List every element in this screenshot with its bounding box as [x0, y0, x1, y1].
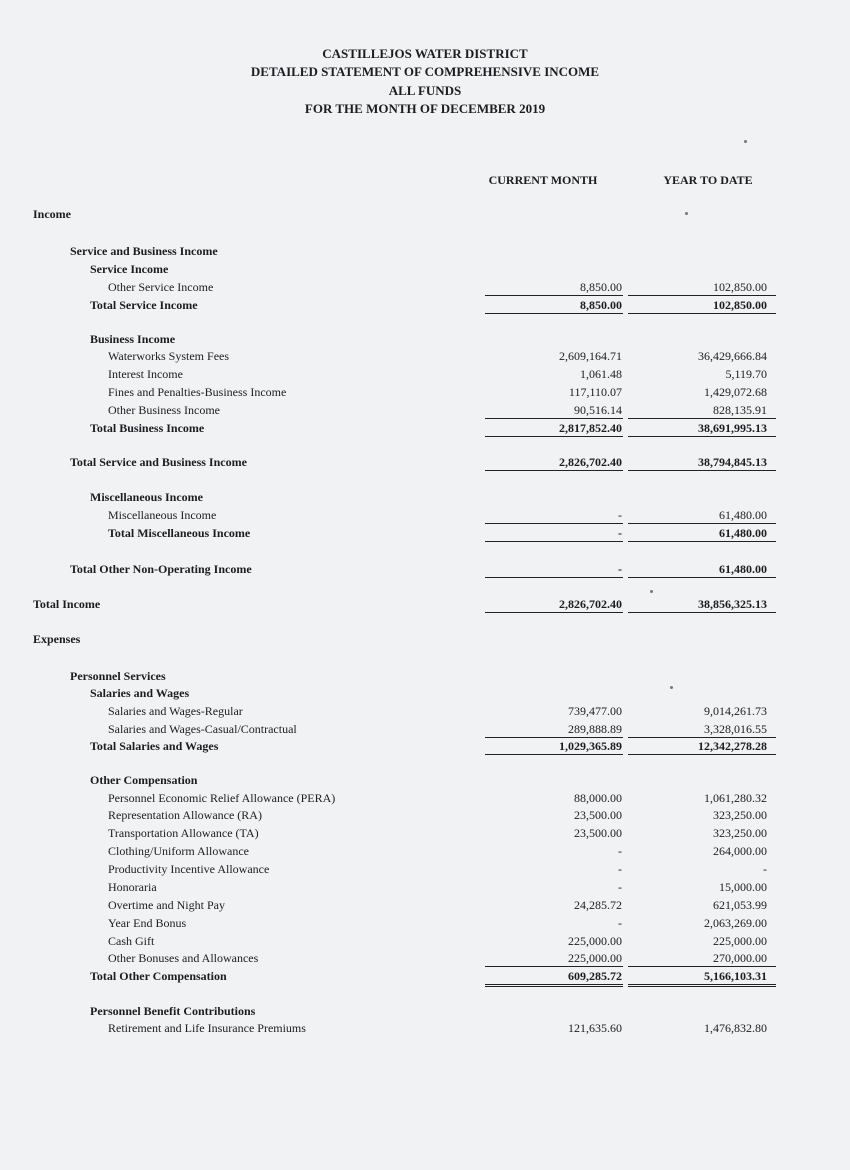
total-rule — [628, 541, 776, 542]
row-label: Productivity Incentive Allowance — [108, 862, 270, 876]
year-to-date-value: 5,166,103.31 — [704, 969, 767, 983]
year-to-date-value: 1,429,072.68 — [704, 385, 767, 399]
total-rule — [628, 436, 776, 437]
subtotal-rule — [485, 966, 623, 967]
line-item-row — [0, 367, 850, 385]
total-rule — [628, 470, 776, 471]
current-month-value: 739,477.00 — [568, 704, 622, 718]
subtotal-rule — [628, 418, 776, 419]
row-label: Transportation Allowance (TA) — [108, 826, 259, 840]
line-item-row — [0, 934, 850, 952]
total-rule — [485, 577, 623, 578]
year-to-date-value: 38,691,995.13 — [698, 421, 767, 435]
total-rule — [485, 436, 623, 437]
total-rule — [485, 470, 623, 471]
row-label: Expenses — [33, 632, 81, 646]
subtotal-rule — [485, 418, 623, 419]
row-label: Other Service Income — [108, 280, 214, 294]
current-month-value: 225,000.00 — [568, 951, 622, 965]
line-item-row — [0, 826, 850, 844]
line-item-row — [0, 349, 850, 367]
row-label: Personnel Benefit Contributions — [90, 1004, 256, 1018]
year-to-date-value: 264,000.00 — [713, 844, 767, 858]
year-to-date-value: 61,480.00 — [719, 508, 767, 522]
year-to-date-value: 1,061,280.32 — [704, 791, 767, 805]
row-label: Other Compensation — [90, 773, 198, 787]
year-to-date-value: 5,119.70 — [725, 367, 767, 381]
current-month-value: 289,888.89 — [568, 722, 622, 736]
row-label: Miscellaneous Income — [108, 508, 217, 522]
subtotal-rule — [628, 295, 776, 296]
row-label: Representation Allowance (RA) — [108, 808, 262, 822]
row-label: Miscellaneous Income — [90, 490, 203, 504]
current-month-value: - — [618, 916, 622, 930]
row-label: Business Income — [90, 332, 176, 346]
subgroup-heading — [0, 773, 850, 791]
line-item-row — [0, 880, 850, 898]
row-label: Honoraria — [108, 880, 157, 894]
subtotal-rule — [628, 966, 776, 967]
row-label: Retirement and Life Insurance Premiums — [108, 1021, 306, 1035]
current-month-value: 8,850.00 — [580, 280, 622, 294]
year-to-date-value: 61,480.00 — [719, 526, 767, 540]
current-month-value: 90,516.14 — [574, 403, 622, 417]
current-month-header: CURRENT MONTH — [488, 173, 598, 187]
subgroup-heading — [0, 490, 850, 508]
row-label: Waterworks System Fees — [108, 349, 230, 363]
section-heading-income — [0, 207, 850, 225]
subtotal-rule — [485, 523, 623, 524]
row-label: Fines and Penalties-Business Income — [108, 385, 287, 399]
year-to-date-header: YEAR TO DATE — [663, 173, 753, 187]
scan-speck — [744, 140, 747, 143]
year-to-date-value: 1,476,832.80 — [704, 1021, 767, 1035]
current-month-value: - — [618, 880, 622, 894]
year-to-date-value: 2,063,269.00 — [704, 916, 767, 930]
line-item-row — [0, 916, 850, 934]
row-label: Total Salaries and Wages — [90, 739, 219, 753]
current-month-value: 2,826,702.40 — [559, 455, 622, 469]
line-item-row — [0, 704, 850, 722]
total-rule — [628, 984, 776, 987]
current-month-value: 1,029,365.89 — [559, 739, 622, 753]
group-heading — [0, 244, 850, 262]
line-item-row — [0, 791, 850, 809]
row-label: Interest Income — [108, 367, 183, 381]
group-heading — [0, 669, 850, 687]
year-to-date-value: 828,135.91 — [713, 403, 767, 417]
total-rule — [485, 313, 623, 314]
row-label: Year End Bonus — [108, 916, 187, 930]
total-rule — [485, 984, 623, 987]
statement-period: FOR THE MONTH OF DECEMBER 2019 — [304, 101, 546, 116]
current-month-value: 23,500.00 — [574, 808, 622, 822]
row-label: Total Business Income — [90, 421, 205, 435]
row-label: Salaries and Wages-Regular — [108, 704, 243, 718]
year-to-date-value: 102,850.00 — [713, 298, 767, 312]
current-month-value: 2,609,164.71 — [559, 349, 622, 363]
year-to-date-value: 38,856,325.13 — [698, 597, 767, 611]
year-to-date-value: 12,342,278.28 — [698, 739, 767, 753]
year-to-date-value: 323,250.00 — [713, 826, 767, 840]
year-to-date-value: - — [763, 862, 767, 876]
row-label: Other Bonuses and Allowances — [108, 951, 259, 965]
subtotal-rule — [485, 737, 623, 738]
current-month-value: 117,110.07 — [568, 385, 622, 399]
current-month-value: - — [618, 562, 622, 576]
scan-speck — [670, 686, 673, 689]
year-to-date-value: 38,794,845.13 — [698, 455, 767, 469]
row-label: Salaries and Wages-Casual/Contractual — [108, 722, 297, 736]
section-heading-expenses — [0, 632, 850, 650]
current-month-value: 24,285.72 — [574, 898, 622, 912]
year-to-date-value: 3,328,016.55 — [704, 722, 767, 736]
row-label: Total Service Income — [90, 298, 198, 312]
subtotal-rule — [628, 737, 776, 738]
row-label: Overtime and Night Pay — [108, 898, 225, 912]
subtotal-rule — [628, 523, 776, 524]
year-to-date-value: 61,480.00 — [719, 562, 767, 576]
current-month-value: 2,826,702.40 — [559, 597, 622, 611]
current-month-value: 23,500.00 — [574, 826, 622, 840]
total-rule — [628, 612, 776, 613]
line-item-row — [0, 808, 850, 826]
subgroup-heading — [0, 686, 850, 704]
row-label: Service and Business Income — [70, 244, 218, 258]
year-to-date-value: 225,000.00 — [713, 934, 767, 948]
current-month-value: - — [618, 844, 622, 858]
row-label: Salaries and Wages — [90, 686, 190, 700]
year-to-date-value: 36,429,666.84 — [698, 349, 767, 363]
current-month-value: - — [618, 508, 622, 522]
year-to-date-value: 102,850.00 — [713, 280, 767, 294]
current-month-value: 609,285.72 — [568, 969, 622, 983]
year-to-date-value: 621,053.99 — [713, 898, 767, 912]
total-rule — [628, 754, 776, 755]
current-month-value: 1,061.48 — [580, 367, 622, 381]
line-item-row — [0, 385, 850, 403]
statement-title: DETAILED STATEMENT OF COMPREHENSIVE INCOME — [250, 64, 600, 79]
current-month-value: - — [618, 526, 622, 540]
current-month-value: - — [618, 862, 622, 876]
current-month-value: 121,635.60 — [568, 1021, 622, 1035]
line-item-row — [0, 844, 850, 862]
current-month-value: 225,000.00 — [568, 934, 622, 948]
line-item-row — [0, 1021, 850, 1039]
subgroup-heading — [0, 1004, 850, 1022]
current-month-value: 8,850.00 — [580, 298, 622, 312]
total-rule — [485, 541, 623, 542]
year-to-date-value: 9,014,261.73 — [704, 704, 767, 718]
row-label: Income — [33, 207, 71, 221]
total-rule — [628, 313, 776, 314]
total-rule — [485, 754, 623, 755]
row-label: Clothing/Uniform Allowance — [108, 844, 249, 858]
row-label: Total Other Compensation — [90, 969, 227, 983]
subtotal-rule — [485, 295, 623, 296]
row-label: Total Service and Business Income — [70, 455, 247, 469]
total-rule — [628, 577, 776, 578]
year-to-date-value: 270,000.00 — [713, 951, 767, 965]
row-label: Total Income — [33, 597, 101, 611]
row-label: Total Miscellaneous Income — [108, 526, 251, 540]
subgroup-heading — [0, 332, 850, 350]
row-label: Cash Gift — [108, 934, 155, 948]
total-rule — [485, 612, 623, 613]
row-label: Personnel Services — [70, 669, 166, 683]
row-label: Other Business Income — [108, 403, 220, 417]
year-to-date-value: 15,000.00 — [719, 880, 767, 894]
year-to-date-value: 323,250.00 — [713, 808, 767, 822]
line-item-row — [0, 898, 850, 916]
current-month-value: 2,817,852.40 — [559, 421, 622, 435]
row-label: Personnel Economic Relief Allowance (PERA) — [108, 791, 336, 805]
current-month-value: 88,000.00 — [574, 791, 622, 805]
district-name: CASTILLEJOS WATER DISTRICT — [322, 46, 528, 61]
line-item-row — [0, 862, 850, 880]
scan-speck — [650, 590, 653, 593]
subgroup-heading — [0, 262, 850, 280]
row-label: Total Other Non-Operating Income — [70, 562, 252, 576]
scan-speck — [685, 212, 688, 215]
row-label: Service Income — [90, 262, 169, 276]
fund-scope: ALL FUNDS — [388, 83, 462, 98]
